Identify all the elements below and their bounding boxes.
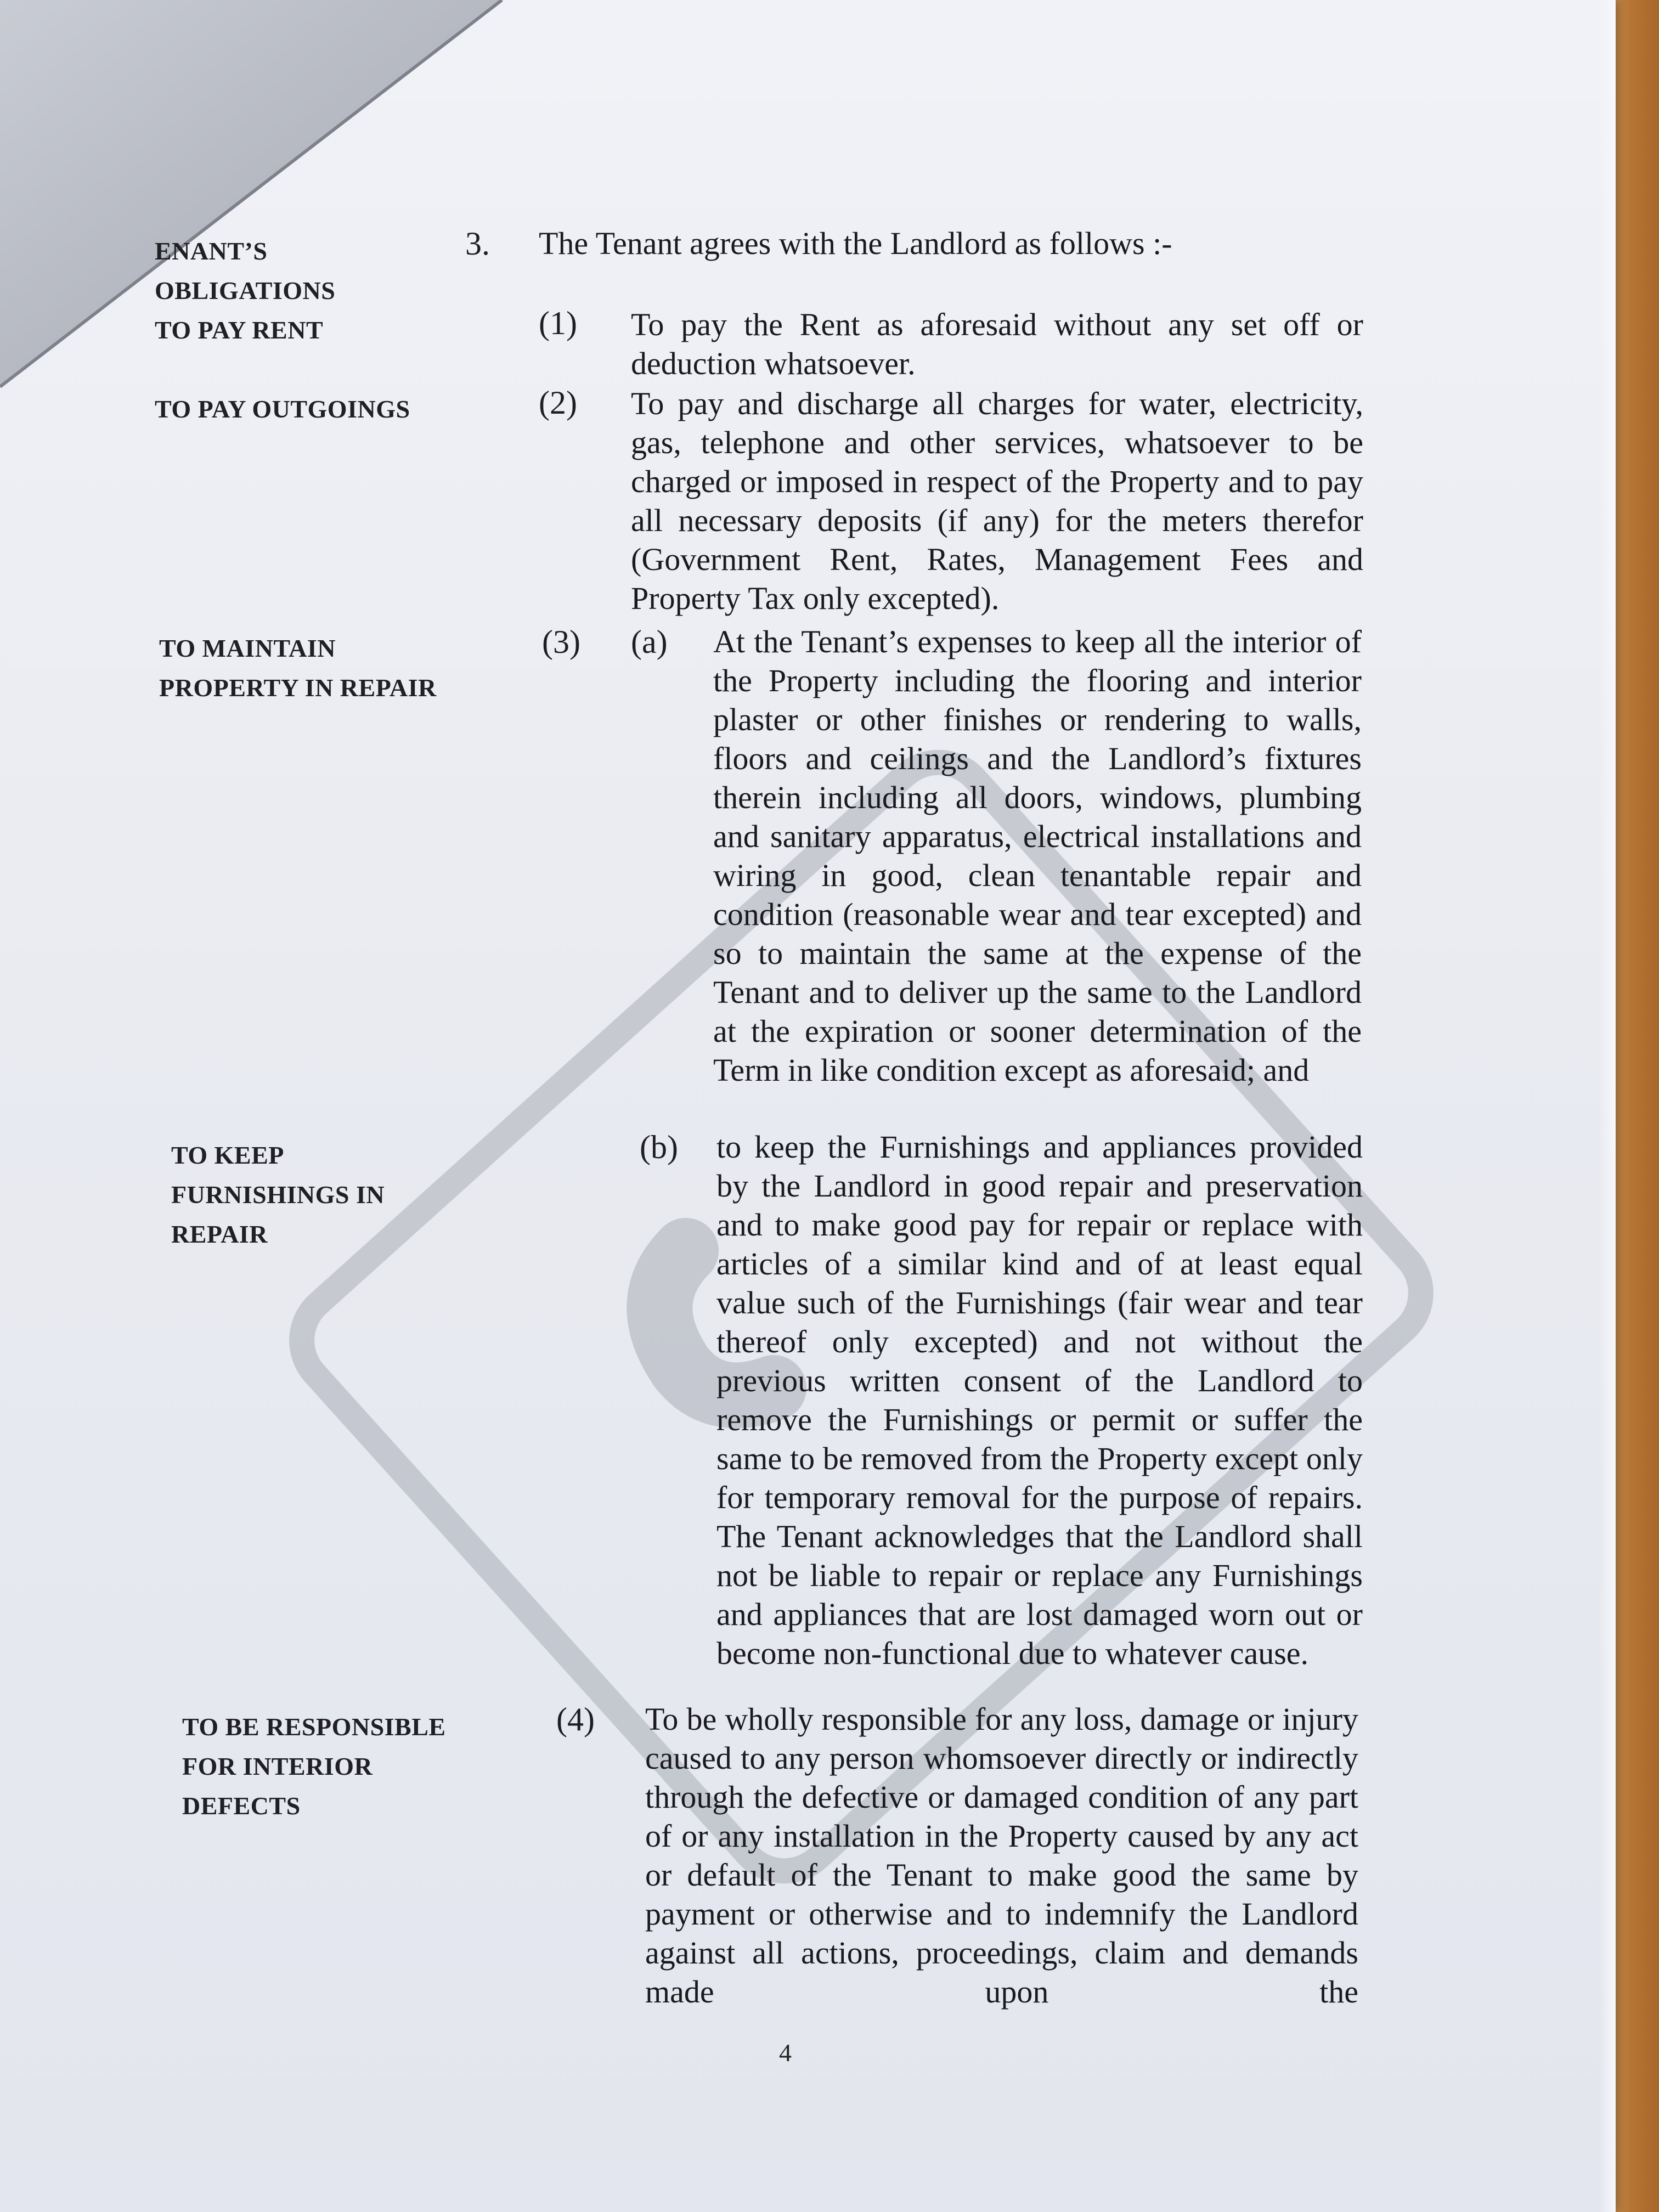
item-number: (3)	[542, 624, 580, 660]
clause-number: 3.	[465, 225, 490, 262]
item-text-pay-rent: To pay the Rent as aforesaid without any set off or deduction whatsoever.	[631, 307, 1363, 381]
heading-maintain-property	[159, 629, 437, 708]
paper-edge	[1599, 0, 1616, 2212]
item-number: (2)	[539, 385, 577, 421]
subitem-label: (b)	[640, 1129, 678, 1165]
heading-line: ENANT’S	[155, 237, 268, 265]
heading-pay-rent	[155, 311, 323, 350]
item-text-maintain-property: At the Tenant’s expenses to keep all the interior of the Property including the flooring and interior plaster or other finishes or rendering to walls, floors and ceilings and the Landlord’s fixtures therein including all doors, windows, plumbing and sanitary apparatus, electrical installations and wiring in good, clean tenantable repair and condition (reasonable wear and tear excepted) and so to maintain the same at the expense of the Tenant and to deliver up the same to the Landlord at the expiration or sooner determination of the Term in like condition except as aforesaid; and	[713, 624, 1362, 1088]
heading-line: PROPERTY IN REPAIR	[159, 674, 437, 702]
heading-line: DEFECTS	[182, 1792, 301, 1820]
heading-tenants-obligations	[155, 232, 335, 311]
heading-pay-outgoings	[155, 390, 410, 429]
desk-background	[1613, 0, 1659, 2212]
heading-line: TO BE RESPONSIBLE	[182, 1713, 446, 1741]
heading-line: TO KEEP	[171, 1141, 284, 1169]
clause-intro: The Tenant agrees with the Landlord as follows :-	[539, 225, 1172, 261]
item-number: (4)	[556, 1701, 595, 1737]
subitem-label: (a)	[631, 624, 668, 660]
item-number: (1)	[539, 305, 577, 341]
page-number: 4	[779, 2039, 792, 2067]
heading-line: FURNISHINGS IN	[171, 1181, 385, 1209]
heading-line: FOR INTERIOR	[182, 1752, 373, 1780]
item-text-interior-defects: To be wholly responsible for any loss, damage or injury caused to any person whomsoever directly or indirectly through the defective or damaged condition of any part of or any installation in the Property caused by any act or default of the Tenant to make good the same by payment or otherwise and to indemnify the Landlord against all actions, proceedings, claim and demands made upon the	[645, 1701, 1358, 2010]
heading-line: TO MAINTAIN	[159, 634, 336, 662]
heading-line: TO PAY OUTGOINGS	[155, 395, 410, 423]
heading-line: TO PAY RENT	[155, 316, 324, 344]
item-text-keep-furnishings: to keep the Furnishings and appliances provided by the Landlord in good repair and preservation and to make good pay for repair or replace with articles of a similar kind and of at least equal value such of the Furnishings (fair wear and tear thereof only excepted) and not without the previous written consent of the Landlord to remove the Furnishings or permit or suffer the same to be removed from the Property except only for temporary removal for the purpose of repairs. The Tenant acknowledges that the Landlord shall not be liable to repair or replace any Furnishings and appliances that are lost damaged worn out or become non-functional due to whatever cause.	[716, 1129, 1363, 1671]
heading-line: REPAIR	[171, 1220, 268, 1248]
heading-line: OBLIGATIONS	[155, 276, 336, 304]
item-text-pay-outgoings: To pay and discharge all charges for water, electricity, gas, telephone and other services, whatsoever to be charged or imposed in respect of the Property and to pay all necessary deposits (if any) for the meters therefor (Government Rent, Rates, Management Fees and Property Tax only excepted).	[631, 386, 1363, 616]
heading-keep-furnishings	[171, 1136, 385, 1254]
heading-interior-defects	[182, 1707, 446, 1826]
